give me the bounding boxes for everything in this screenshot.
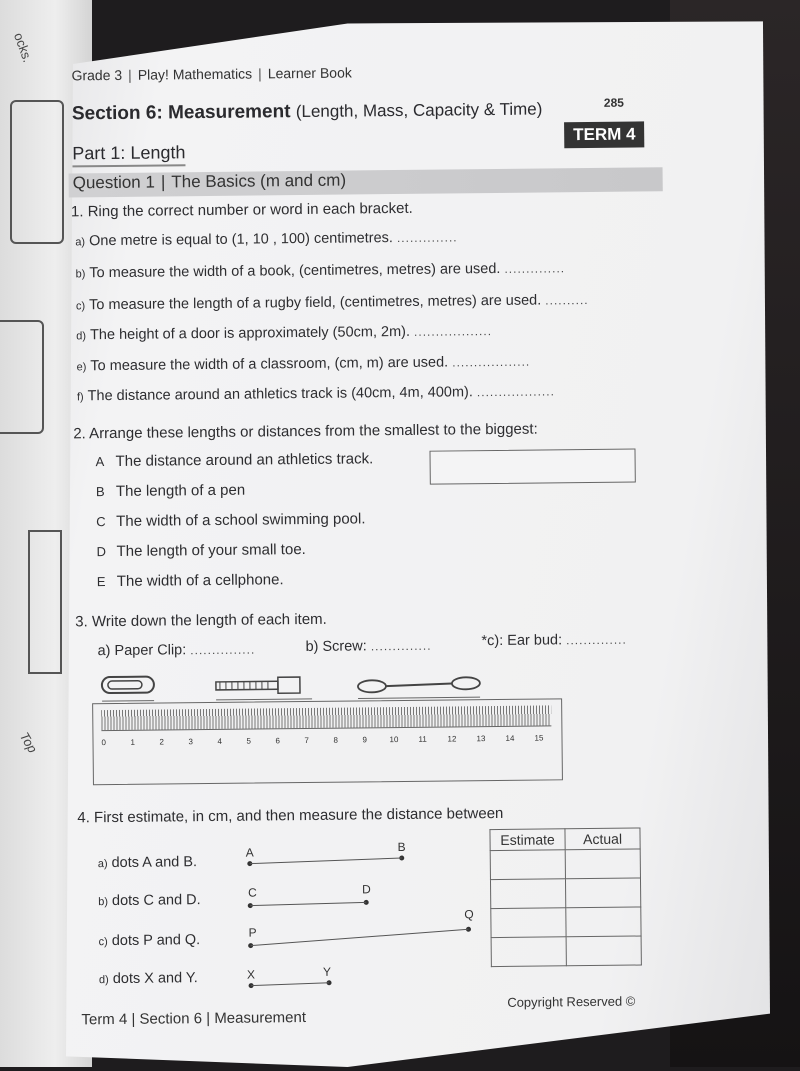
q2-answer-box[interactable] [429, 449, 635, 485]
page-footer: Term 4 | Section 6 | Measurement [81, 1009, 307, 1029]
estimate-cell[interactable] [490, 850, 565, 880]
q3-item-screw [305, 638, 431, 655]
paper-clip-icon [102, 677, 154, 702]
q3-item-paperclip [97, 642, 255, 660]
item-text: dots C and D. [111, 892, 201, 910]
ruler-number: 9 [362, 735, 368, 745]
section-title [72, 98, 543, 125]
actual-header: Actual [565, 828, 640, 850]
book-title: Play! Mathematics [137, 65, 253, 83]
item-text: dots P and Q. [111, 932, 201, 950]
question-heading: Question 1 | The Basics (m and cm) [72, 170, 347, 193]
left-page-stub-text: ocks. [10, 30, 36, 65]
dot-label-y: Y [322, 964, 332, 979]
option-key: A [95, 454, 105, 470]
ruler-number: 5 [246, 736, 252, 746]
ruler-ticks [101, 705, 551, 731]
ruler-number: 15 [534, 733, 544, 743]
item-text: *c): Ear bud: [481, 632, 563, 650]
item-text: To measure the width of a classroom, (cm, m) are used. [90, 354, 449, 375]
option-text: The distance around an athletics track. [115, 450, 374, 470]
option-text: The width of a cellphone. [116, 571, 284, 590]
ruler-number: 0 [101, 738, 107, 748]
answer-line[interactable]: .............. [370, 638, 432, 654]
section-title-sub: (Length, Mass, Capacity & Time) [295, 99, 543, 122]
copyright-notice: Copyright Reserved © [507, 993, 636, 1010]
ruler-number: 7 [304, 735, 310, 746]
item-text: To measure the width of a book, (centimetres, metres) are used. [89, 260, 501, 282]
answer-line[interactable]: .................. [476, 384, 555, 400]
ruler-number: 1 [130, 737, 136, 747]
ruler-image [92, 698, 563, 785]
actual-cell[interactable] [565, 878, 640, 908]
item-label: c) [98, 936, 108, 949]
learner-book-label: Learner Book [267, 64, 352, 82]
dot-label-c: C [248, 885, 257, 900]
line-xy [249, 980, 332, 988]
item-label: c) [75, 300, 86, 313]
page-number: 285 [603, 95, 624, 110]
option-key: C [96, 514, 106, 530]
answer-line[interactable]: .............. [504, 261, 566, 276]
line-ab [247, 855, 404, 866]
item-label: d) [98, 974, 109, 987]
item-label: d) [76, 330, 87, 343]
q1-item-b [76, 260, 566, 281]
q2-option-c [96, 510, 365, 530]
ruler-number: 8 [333, 735, 339, 745]
term-badge: TERM 4 [564, 121, 645, 148]
option-key: E [96, 574, 106, 590]
estimate-cell[interactable] [491, 937, 566, 967]
item-text: To measure the length of a rugby field, (centimetres, metres) are used. [89, 292, 542, 314]
ruler-number: 10 [389, 735, 399, 745]
dot-label-p: P [248, 925, 257, 940]
question-title: The Basics (m and cm) [171, 170, 347, 192]
option-text: The width of a school swimming pool. [116, 510, 366, 530]
option-text: The length of a pen [115, 481, 246, 500]
dot-label-x: X [246, 967, 256, 982]
ruler-number: 3 [188, 737, 194, 747]
answer-line[interactable]: .................. [452, 354, 531, 370]
ear-bud-icon [358, 677, 480, 698]
actual-cell[interactable] [565, 849, 640, 879]
q4-item-b [98, 892, 201, 909]
ruler-number: 6 [275, 736, 281, 746]
item-text: dots X and Y. [112, 970, 198, 988]
item-text: The distance around an athletics track is (40cm, 4m, 400m). [87, 384, 473, 405]
ruler-number: 4 [217, 736, 223, 746]
ruler-number: 12 [447, 734, 457, 744]
ruler-number: 13 [476, 734, 486, 744]
item-label: f) [76, 391, 84, 404]
q2-option-d [96, 541, 305, 560]
dot-lines [240, 849, 481, 992]
estimate-cell[interactable] [490, 879, 565, 909]
estimate-actual-table [489, 828, 641, 968]
q1-instruction: 1. Ring the correct number or word in each bracket. [70, 199, 413, 221]
section-title-main: Section 6: Measurement [71, 101, 291, 125]
q1-item-f [77, 383, 555, 404]
answer-line[interactable]: ............... [190, 642, 256, 658]
item-text: The height of a door is approximately (50cm, 2m). [89, 323, 411, 344]
ruler-number: 11 [418, 734, 427, 744]
actual-cell[interactable] [566, 907, 641, 937]
book-header: Grade 3 | Play! Mathematics | Learner Book [71, 64, 352, 84]
item-label: b) [98, 896, 109, 909]
option-key: B [95, 484, 105, 500]
option-text: The length of your small toe. [116, 540, 306, 560]
q2-option-a [95, 450, 373, 470]
answer-line[interactable]: .............. [566, 632, 627, 648]
q2-option-e [97, 571, 284, 590]
q2-option-b [96, 482, 245, 501]
q4-item-c [99, 932, 201, 949]
q3-instruction: 3. Write down the length of each item. [75, 610, 327, 631]
left-page-top-label: Top [16, 729, 41, 756]
actual-cell[interactable] [566, 936, 641, 966]
item-text: b) Screw: [305, 638, 367, 655]
dot-label-q: Q [464, 907, 474, 922]
line-cd [248, 900, 369, 908]
item-text: a) Paper Clip: [97, 642, 187, 660]
item-text: One metre is equal to (1, 10 , 100) centimetres. [88, 230, 393, 250]
line-pq [248, 927, 471, 948]
answer-line[interactable]: .............. [396, 230, 458, 246]
answer-line[interactable]: .......... [545, 293, 589, 308]
q4-instruction: 4. First estimate, in cm, and then measure the distance between [77, 804, 504, 827]
question-label: Question 1 [72, 172, 155, 193]
q1-item-c [76, 292, 589, 313]
dot-label-d: D [362, 882, 371, 897]
q3-item-earbud [481, 632, 626, 650]
grade-label: Grade 3 [71, 66, 123, 84]
estimate-cell[interactable] [491, 908, 566, 938]
option-key: D [96, 544, 106, 560]
ruler-number: 2 [159, 737, 165, 747]
q2-instruction: 2. Arrange these lengths or distances from the smallest to the biggest: [73, 420, 538, 443]
item-label: b) [75, 268, 86, 281]
part-heading: Part 1: Length [72, 142, 185, 167]
q1-item-e [76, 354, 530, 375]
q4-item-a [98, 854, 197, 871]
screw-icon [216, 677, 312, 700]
q4-item-d [99, 970, 198, 987]
item-label: e) [76, 361, 87, 374]
q1-item-d [76, 323, 492, 343]
estimate-header: Estimate [490, 829, 565, 851]
answer-line[interactable]: .................. [413, 324, 493, 339]
item-text: dots A and B. [111, 854, 198, 872]
dot-label-b: B [397, 839, 406, 855]
q1-item-a [75, 229, 457, 249]
item-label: a) [97, 858, 108, 871]
dot-label-a: A [245, 845, 254, 860]
item-label: a) [75, 236, 86, 249]
ruler-number: 14 [505, 733, 515, 743]
